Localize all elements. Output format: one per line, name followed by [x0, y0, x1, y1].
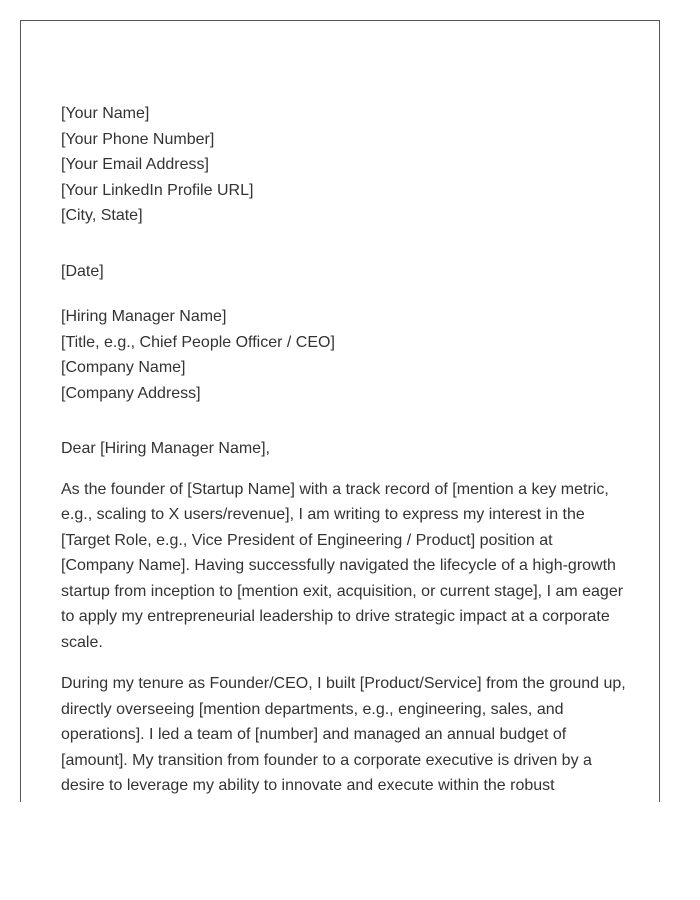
salutation: Dear [Hiring Manager Name],	[61, 440, 270, 457]
body-paragraph-1: As the founder of [Startup Name] with a track record of [mention a key metric, e.g., scaling to X users/revenue], I am writing to express my interest in the [Target Role, e.g., Vice President of Engineering / Product] position at [Company Name]. Having successfully navigated the lifecycle of a high-growth startup from inception to [mention exit, acquisition, or current stage], I am eager to apply my entrepreneurial leadership to drive strategic impact at a corporate scale.	[61, 480, 624, 651]
date-block	[61, 259, 626, 285]
letter-date: [Date]	[61, 262, 104, 280]
recipient-name: [Hiring Manager Name]	[61, 308, 227, 325]
recipient-company: [Company Name]	[61, 359, 186, 376]
sender-email: [Your Email Address]	[61, 156, 209, 173]
cover-letter	[61, 101, 626, 799]
recipient-title: [Title, e.g., Chief People Officer / CEO]	[61, 333, 335, 351]
sender-block	[61, 101, 626, 229]
sender-linkedin: [Your LinkedIn Profile URL]	[61, 181, 254, 199]
recipient-block	[61, 304, 626, 406]
sender-location: [City, State]	[61, 207, 143, 224]
salutation-block	[61, 436, 626, 462]
sender-phone: [Your Phone Number]	[61, 130, 215, 148]
body-paragraph-2: During my tenure as Founder/CEO, I built [Product/Service] from the ground up, directly overseeing [mention departments, e.g., engineering, sales, and operations]. I led a team of [number] and managed an annual budget of [amount]. My transition from founder to a corporate executive is driven by a desire to leverage my ability to innovate and execute within the robust	[61, 675, 626, 794]
sender-name: [Your Name]	[61, 105, 150, 122]
document-page	[20, 20, 660, 802]
recipient-address: [Company Address]	[61, 384, 201, 402]
